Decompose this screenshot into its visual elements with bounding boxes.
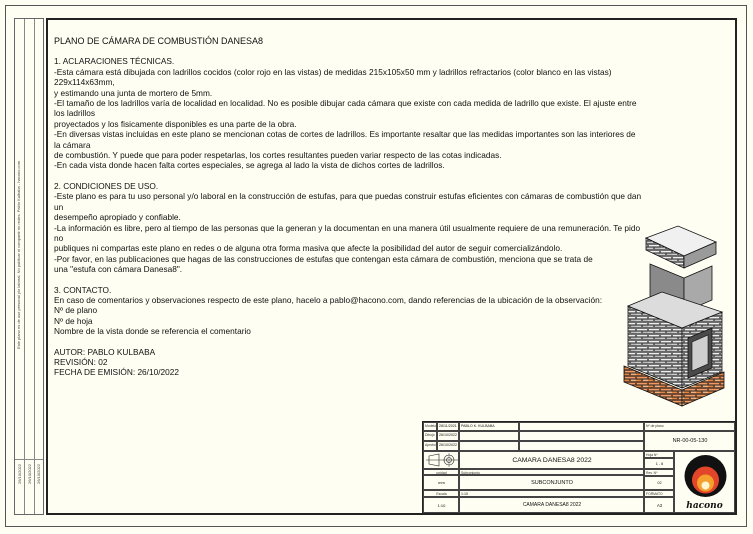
formato-label: FORMATO (644, 490, 674, 497)
logo-text: hacono (686, 501, 723, 511)
note-line: de combustión. Y puede que para poder respetarlas, los cortes resultantes pueden variar respecto de las cotas indicadas. (54, 150, 502, 161)
modelo-name: PABLO K. KULBABA (459, 422, 519, 431)
section-heading: 1. ACLARACIONES TÉCNICAS. (54, 56, 175, 67)
note-line: publiques ni compartas este plano en redes o de alguna otra forma masiva que afecte la posibilidad del autor de seguir comercializándolo. (54, 243, 563, 254)
title-block (422, 421, 736, 514)
aprobo-label: Aprobó (423, 441, 437, 451)
modelo-label: Modelo (423, 422, 437, 431)
note-line: -Esta cámara está dibujada con ladrillos cocidos (color rojo en las vistas) de medidas 215x105x50 mm y ladrillos refractarios (color blanco en las vistas) 229x114x63mm, (54, 66, 612, 88)
plano-number: NR-00-05-130 (644, 431, 735, 451)
strip-rev-entry: 26/10/2022 (36, 464, 41, 485)
note-line: una "estufa con cámara Danesa8". (54, 264, 183, 275)
section-heading: 2. CONDICIONES DE USO. (54, 180, 159, 191)
main-title: CAMARA DANESA8 2022 (459, 451, 644, 469)
issue-date-line: FECHA DE EMISIÓN: 26/10/2022 (54, 367, 179, 378)
sub-label: Subconjunto (459, 469, 644, 475)
modelo-date: 28/11/2021 (437, 422, 459, 431)
drawing-name: CAMARA DANESA8 2022 (459, 497, 644, 513)
rev-value: 02 (644, 476, 674, 490)
note-line: -El tamaño de los ladrillos varía de localidad en localidad. No es posible dibujar cada cámara que existe con cada medida de ladrillo que existe. El ajuste entre los ladrillos (54, 98, 637, 119)
projection-symbol (423, 451, 459, 469)
note-line: -Este plano es para tu uso personal y/o laboral en la construcción de estufas, para que puedas construir estufas eficientes con cámaras de combustión que dan un (54, 191, 642, 212)
note-line: y estimando una junta de mortero de 5mm. (54, 87, 213, 98)
escala-hoja: 1:10 (459, 490, 644, 497)
strip-notes-text: Este plano es de uso personal y/o laboral. No publicar ni compartir en redes. Pablo Kulbaba - hacono.com (16, 160, 21, 349)
chamber-isometric-render (612, 220, 728, 416)
note-line: -Por favor, en las publicaciones que hagas de las construcciones de estufas que contengan esta cámara de combustión, menciona que se trata de (54, 253, 593, 264)
hoja-label: Hoja Nº (644, 451, 674, 458)
formato-value: A3 (644, 497, 674, 513)
note-line: -En diversas vistas incluidas en este plano se mencionan cotas de cortes de ladrillos. Es importante resaltar que las medidas importantes son las interiores de la cámara (54, 129, 636, 150)
note-line: Nombre de la vista donde se referencia el comentario (54, 326, 251, 337)
dibujo-date: 26/10/2022 (437, 431, 459, 441)
unit-value: mm (423, 475, 459, 490)
aprobo-date: 26/10/2022 (437, 441, 459, 451)
section-heading: 3. CONTACTO. (54, 284, 112, 295)
plano-label: Nº de plano (644, 422, 735, 431)
note-line: -La información es libre, pero al tiempo de las personas que la generan y la documentan en una manera útil usualmente requiere de una remuneración. Te pido no (54, 222, 641, 243)
sub-value: SUBCONJUNTO (459, 475, 644, 490)
note-line: Nº de hoja (54, 315, 93, 326)
escala-label: Escala (423, 490, 459, 497)
note-line: -En cada vista donde hacen falta cortes especiales, se agrega al lado la vista de dichos cortes de ladrillos. (54, 160, 445, 171)
note-line: Nº de plano (54, 305, 98, 316)
strip-rev-entry: 26/10/2022 (17, 464, 22, 485)
plan-title: PLANO DE CÁMARA DE COMBUSTIÓN DANESA8 (54, 36, 264, 46)
escala-value: 1:10 (423, 497, 459, 513)
rev-label: Rev. Nº (644, 469, 674, 476)
note-line: proyectados y los fisicamente disponibles es una parte de la obra. (54, 118, 297, 129)
revision-strip (14, 18, 44, 515)
note-line: desempeño apropiado y confiable. (54, 212, 181, 223)
hoja-value: 1 - 6 (644, 458, 674, 469)
strip-rev-entry: 26/10/2022 (27, 464, 32, 485)
note-line: En caso de comentarios y observaciones respecto de este plano, hacelo a pablo@hacono.com, dando referencias de la ubicación de la observación: (54, 294, 603, 305)
projection-icon (425, 452, 459, 468)
logo-box (674, 451, 735, 513)
revision-line: REVISIÓN: 02 (54, 356, 108, 367)
unit-label: unidad (423, 469, 459, 475)
general-notes (54, 36, 644, 378)
dibujo-label: Dibujó (423, 431, 437, 441)
author-line: AUTOR: PABLO KULBABA (54, 346, 156, 357)
